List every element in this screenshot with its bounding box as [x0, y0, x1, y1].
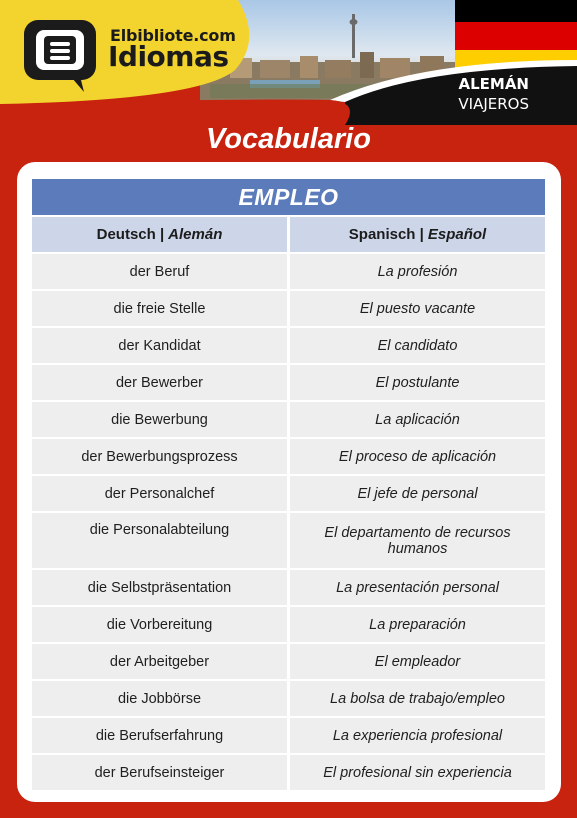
- table-title: EMPLEO: [32, 179, 545, 215]
- german-term: die Vorbereitung: [32, 607, 287, 642]
- german-term: die Berufserfahrung: [32, 718, 287, 753]
- column-header-german-main: Deutsch |: [96, 226, 165, 243]
- table-row: [32, 291, 545, 326]
- spanish-term: El candidato: [290, 328, 545, 363]
- table-header: [32, 217, 545, 252]
- german-term: der Arbeitgeber: [32, 644, 287, 679]
- german-term: der Bewerbungsprozess: [32, 439, 287, 474]
- spanish-term: La experiencia profesional: [290, 718, 545, 753]
- column-header-german: [32, 217, 287, 252]
- brand-name: Idiomas: [108, 40, 229, 73]
- table-row: [32, 681, 545, 716]
- table-row: [32, 402, 545, 437]
- column-header-german-sub: Alemán: [168, 226, 223, 243]
- column-header-spanish-main: Spanisch |: [348, 226, 424, 243]
- course-language: ALEMÁN: [458, 75, 529, 93]
- header-banner: [0, 0, 577, 125]
- vocabulary-table: [32, 179, 545, 790]
- german-term: die Bewerbung: [32, 402, 287, 437]
- german-term: die Jobbörse: [32, 681, 287, 716]
- table-row: [32, 570, 545, 605]
- table-row: [32, 718, 545, 753]
- table-row: [32, 476, 545, 511]
- german-term: die Selbstpräsentation: [32, 570, 287, 605]
- column-header-spanish: [290, 217, 545, 252]
- table-row: [32, 513, 545, 568]
- table-row: [32, 755, 545, 790]
- german-term: die freie Stelle: [32, 291, 287, 326]
- spanish-term: El proceso de aplicación: [290, 439, 545, 474]
- german-term: der Kandidat: [32, 328, 287, 363]
- german-term: die Personalabteilung: [32, 513, 287, 568]
- spanish-term: El puesto vacante: [290, 291, 545, 326]
- table-row: [32, 644, 545, 679]
- spanish-term: El empleador: [290, 644, 545, 679]
- spanish-term: La bolsa de trabajo/empleo: [290, 681, 545, 716]
- brand-site: Elbibliote.com: [110, 26, 236, 45]
- spanish-term: El postulante: [290, 365, 545, 400]
- german-term: der Beruf: [32, 254, 287, 289]
- course-level: VIAJEROS: [458, 95, 529, 113]
- german-term: der Bewerber: [32, 365, 287, 400]
- spanish-term: El jefe de personal: [290, 476, 545, 511]
- table-row: [32, 607, 545, 642]
- table-row: [32, 328, 545, 363]
- spanish-term: El departamento de recursos humanos: [290, 513, 545, 568]
- table-row: [32, 365, 545, 400]
- section-title: Vocabulario: [206, 123, 371, 155]
- spanish-term: El profesional sin experiencia: [290, 755, 545, 790]
- table-row: [32, 254, 545, 289]
- column-header-spanish-sub: Español: [427, 226, 487, 243]
- spanish-term: La presentación personal: [290, 570, 545, 605]
- table-row: [32, 439, 545, 474]
- german-term: der Personalchef: [32, 476, 287, 511]
- spanish-term: La profesión: [290, 254, 545, 289]
- spanish-term: La preparación: [290, 607, 545, 642]
- table-body: [32, 254, 545, 790]
- spanish-term: La aplicación: [290, 402, 545, 437]
- german-term: der Berufseinsteiger: [32, 755, 287, 790]
